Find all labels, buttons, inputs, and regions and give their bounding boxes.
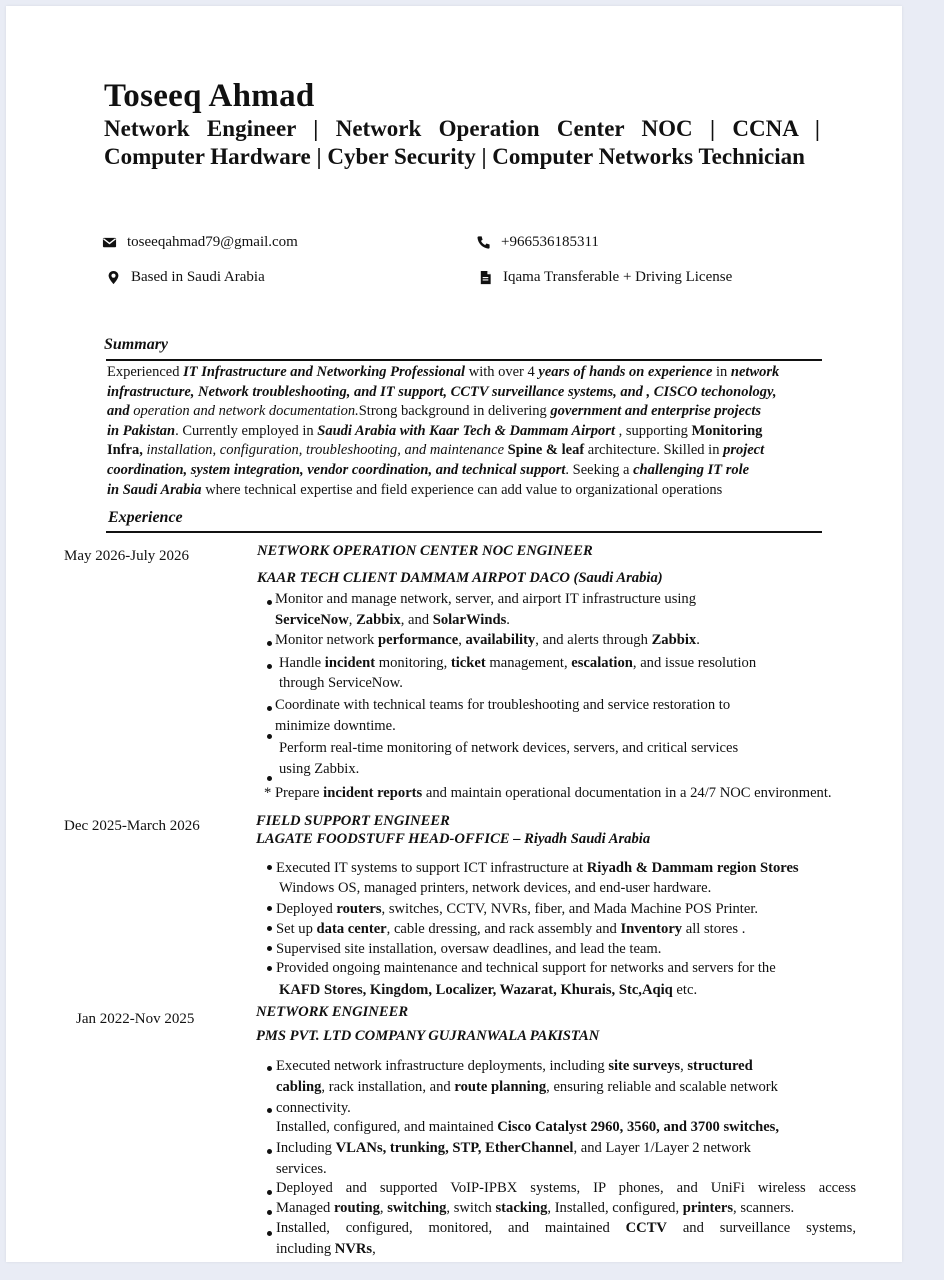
job-line [276, 1178, 856, 1199]
text-run: Handle [279, 655, 325, 671]
experience-divider [106, 531, 822, 533]
text-run: , ensuring reliable and scalable network [546, 1079, 778, 1095]
summary-line [107, 383, 835, 403]
text-run: Zabbix [356, 612, 401, 628]
text-run: , and [400, 612, 433, 628]
text-run: and surveillance systems, [666, 1220, 856, 1236]
candidate-name: Toseeq Ahmad [104, 78, 315, 114]
location-text: Based in Saudi Arabia [131, 269, 265, 285]
text-run: , and issue resolution [632, 655, 757, 671]
text-run: Supervised site installation, oversaw deadlines, and lead the team. [276, 941, 662, 957]
job-line [275, 695, 875, 716]
text-run: . [506, 612, 510, 628]
job-title: NETWORK ENGINEER [256, 1004, 409, 1020]
text-run: ServiceNow [275, 612, 349, 628]
phone-row [476, 234, 599, 251]
job-line [279, 980, 879, 1001]
text-run: installation, configuration, troubleshooting, and maintenance [142, 442, 508, 459]
job-title: NETWORK OPERATION CENTER NOC ENGINEER [257, 543, 593, 559]
bullet-dot [267, 776, 272, 781]
email-link[interactable]: toseeqahmad79@gmail.com [127, 234, 298, 250]
job-line [276, 958, 876, 979]
headline: Network Engineer | Network Operation Center NOC | CCNA | Computer Hardware | Cyber Security | Computer Networks Technician [104, 116, 820, 169]
text-run: , cable dressing, and rack assembly and [386, 921, 621, 937]
text-run: , [372, 1241, 376, 1257]
bullet-dot [267, 706, 272, 711]
text-run: Coordinate with technical teams for troubleshooting and service restoration to [275, 697, 731, 713]
job-line [279, 759, 879, 780]
text-run: switching [387, 1200, 447, 1216]
job-line [275, 610, 875, 631]
summary-line [107, 402, 835, 422]
bullet-dot [267, 600, 272, 605]
text-run: Monitor network [275, 632, 378, 648]
job-line [264, 783, 894, 804]
bullet-dot [267, 1190, 272, 1195]
status-row [478, 269, 732, 286]
bullet-dot [267, 641, 272, 646]
text-run: incident [324, 655, 376, 671]
bullet-dot [267, 734, 272, 739]
text-run: Executed IT systems to support ICT infrastructure at [276, 860, 587, 876]
text-run: using Zabbix. [279, 761, 360, 777]
job-company: PMS PVT. LTD COMPANY GUJRANWALA PAKISTAN [256, 1028, 600, 1044]
text-run: . [696, 632, 700, 648]
job-title: FIELD SUPPORT ENGINEER [256, 813, 450, 829]
bullet-dot [267, 1210, 272, 1215]
text-run: VLANs, trunking, STP, EtherChannel [335, 1140, 574, 1156]
job-line [276, 1218, 856, 1239]
text-run: , supporting [614, 422, 692, 439]
text-run: availability [465, 632, 536, 648]
text-run: Provided ongoing maintenance and technical support for networks and servers for the [276, 960, 776, 976]
text-run: operation and network documentation. [133, 403, 359, 420]
job-line [276, 939, 876, 960]
text-run: Monitoring [691, 422, 763, 439]
location-pin-icon [106, 270, 121, 285]
text-run: challenging IT role [633, 461, 750, 478]
text-run: ticket [450, 655, 486, 671]
job-line [275, 589, 875, 610]
text-run: services. [276, 1161, 327, 1177]
job-dates: Jan 2022-Nov 2025 [76, 1011, 195, 1027]
text-run: Perform real-time monitoring of network devices, servers, and critical services [279, 740, 739, 756]
text-run: and maintain operational documentation in a 24/7 NOC environment. [422, 785, 832, 801]
text-run: structured [687, 1058, 753, 1074]
text-run: through ServiceNow. [279, 675, 403, 691]
text-run: Infra, [107, 442, 143, 459]
text-run: years of hands on experience [538, 364, 713, 380]
visa-status-text: Iqama Transferable + Driving License [503, 269, 733, 285]
text-run: , scanners. [733, 1200, 795, 1216]
text-run: routers [336, 901, 382, 917]
text-run: stacking [495, 1200, 548, 1216]
text-run: , [379, 1200, 388, 1216]
bullet-dot [267, 865, 272, 870]
text-run: all stores . [682, 921, 746, 937]
text-run: Cisco Catalyst 2960, 3560, and 3700 switches, [497, 1119, 780, 1135]
text-run: project [723, 442, 765, 459]
text-run: and [107, 403, 134, 420]
job-line [276, 1239, 876, 1260]
text-run: minimize downtime. [275, 718, 396, 734]
text-run: Monitor and manage network, server, and airport IT infrastructure using [275, 591, 697, 607]
text-run: routing [333, 1200, 380, 1216]
text-run: escalation [571, 655, 633, 671]
text-run: Installed, configured, monitored, and maintained [276, 1220, 626, 1236]
job-line [276, 1138, 876, 1159]
envelope-icon [102, 235, 117, 250]
text-run: management, [485, 655, 572, 671]
text-run: Riyadh & Dammam region Stores [586, 860, 799, 876]
bullet-dot [267, 906, 272, 911]
text-run: government and enterprise projects [550, 403, 762, 420]
text-run: in [712, 364, 731, 380]
phone-number[interactable]: +966536185311 [501, 234, 599, 250]
text-run: Strong background in delivering [358, 403, 551, 420]
job-line [275, 630, 875, 651]
bullet-dot [267, 1231, 272, 1236]
job-line [276, 1098, 876, 1119]
job-dates: Dec 2025-March 2026 [64, 818, 200, 834]
text-run: Spine & leaf [507, 442, 585, 459]
text-run: * Prepare [264, 785, 324, 801]
text-run: NVRs [334, 1241, 373, 1257]
job-dates: May 2026-July 2026 [64, 548, 189, 564]
experience-heading: Experience [108, 509, 183, 526]
text-run: , [458, 632, 466, 648]
job-line [276, 1198, 876, 1219]
text-run: , switches, CCTV, NVRs, fiber, and Mada Machine POS Printer. [381, 901, 759, 917]
document-icon [478, 270, 493, 285]
job-line [276, 919, 876, 940]
summary-line [107, 461, 835, 481]
job-line [279, 738, 879, 759]
text-run: . Currently employed in [175, 422, 318, 439]
text-run: , switch [446, 1200, 496, 1216]
bullet-dot [267, 1108, 272, 1113]
text-run: Windows OS, managed printers, network devices, and end-user hardware. [279, 880, 712, 896]
text-run: connectivity. [276, 1100, 351, 1116]
summary-text [107, 363, 835, 500]
summary-line [107, 481, 835, 501]
text-run: Managed [276, 1200, 334, 1216]
text-run: in Pakistan [107, 422, 176, 439]
text-run: performance [377, 632, 459, 648]
text-run: KAFD Stores, Kingdom, Localizer, Wazarat, Khurais, Stc,Aqiq [279, 982, 673, 998]
text-run: data center [316, 921, 387, 937]
job-line [275, 716, 875, 737]
summary-line [107, 422, 835, 442]
text-run: coordination, system integration, vendor coordination, and technical support [107, 461, 566, 478]
bullet-dot [267, 664, 272, 669]
text-run: , Installed, configured, [547, 1200, 683, 1216]
summary-line [107, 441, 835, 461]
bullet-dot [267, 926, 272, 931]
text-run: cabling [276, 1079, 322, 1095]
text-run: in Saudi Arabia [107, 481, 202, 498]
job-line [279, 653, 879, 674]
text-run: , and Layer 1/Layer 2 network [573, 1140, 751, 1156]
text-run: , [680, 1058, 688, 1074]
text-run: IT Infrastructure and Networking Professional [183, 364, 466, 380]
resume-page [6, 6, 902, 1262]
text-run: Inventory [620, 921, 683, 937]
text-run: Experienced [107, 364, 184, 380]
text-run: infrastructure, Network troubleshooting, and IT support, CCTV surveillance systems, and , CISCO techonology, [107, 383, 777, 400]
job-line [276, 1056, 876, 1077]
job-line [276, 899, 876, 920]
text-run: Executed network infrastructure deployments, including [276, 1058, 609, 1074]
text-run: etc. [672, 982, 698, 998]
bullet-dot [267, 1149, 272, 1154]
text-run: CCTV [625, 1220, 667, 1236]
job-company: KAAR TECH CLIENT DAMMAM AIRPOT DACO (Saudi Arabia) [257, 570, 663, 586]
text-run: architecture. Skilled in [584, 442, 724, 459]
email-row [102, 234, 298, 251]
phone-icon [476, 235, 491, 250]
job-line [276, 1077, 876, 1098]
text-run: including [276, 1241, 335, 1257]
text-run: , and alerts through [535, 632, 652, 648]
bullet-dot [267, 966, 272, 971]
summary-heading: Summary [104, 336, 169, 353]
text-run: Including [276, 1140, 336, 1156]
text-run: . Seeking a [565, 461, 634, 478]
location-row [106, 269, 265, 286]
bullet-dot [267, 946, 272, 951]
text-run: SolarWinds [432, 612, 507, 628]
text-run: Saudi Arabia with Kaar Tech & Dammam Airport [317, 422, 615, 439]
text-run: with over 4 [465, 364, 539, 380]
text-run: Zabbix [651, 632, 697, 648]
job-line [276, 1117, 876, 1138]
text-run: incident reports [323, 785, 423, 801]
text-run: Set up [276, 921, 317, 937]
text-run: , rack installation, and [321, 1079, 455, 1095]
text-run: monitoring, [375, 655, 451, 671]
text-run: site surveys [608, 1058, 681, 1074]
text-run: printers [682, 1200, 734, 1216]
text-run: route planning [454, 1079, 547, 1095]
text-run: network [730, 364, 780, 380]
summary-divider [106, 359, 822, 361]
bullet-dot [267, 1066, 272, 1071]
job-line [279, 673, 879, 694]
job-line [279, 878, 879, 899]
text-run: Deployed [276, 901, 337, 917]
text-run: , [348, 612, 357, 628]
text-run: where technical expertise and field experience can add value to organizational operations [201, 481, 723, 498]
job-line [276, 1159, 876, 1180]
text-run: Deployed and supported VoIP-IPBX systems, IP phones, and UniFi wireless access [276, 1180, 856, 1196]
job-company: LAGATE FOODSTUFF HEAD-OFFICE – Riyadh Saudi Arabia [256, 831, 651, 847]
summary-line [107, 363, 835, 383]
text-run: Installed, configured, and maintained [276, 1119, 498, 1135]
job-line [276, 858, 886, 879]
